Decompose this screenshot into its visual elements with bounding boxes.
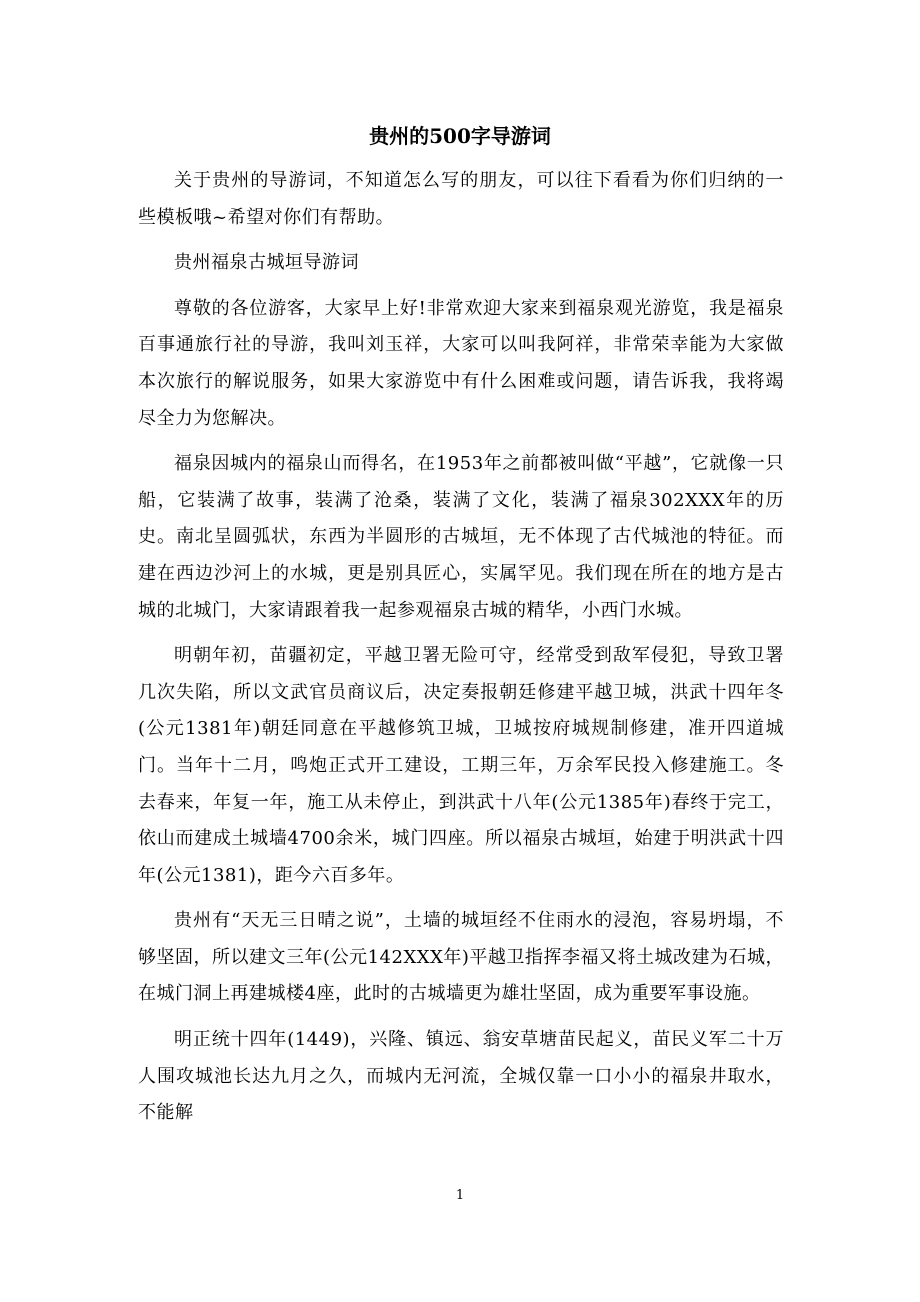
paragraph-uprising: 明正统十四年(1449)，兴隆、镇远、翁安草塘苗民起义，苗民义军二十万人围攻城池长达九月之久，而城内无河流，全城仅靠一口小小的福泉井取水，不能解 — [138, 1029, 784, 1124]
document-title: 贵州的500字导游词 — [369, 124, 551, 148]
page-number: 1 — [455, 1188, 465, 1203]
paragraph-name-origin: 福泉因城内的福泉山而得名，在1953年之前都被叫做“平越”，它就像一只船，它装满了故事，装满了沧桑，装满了文化，装满了福泉302XXX年的历史。南北呈圆弧状，东西为半圆形的古城垣，无不体现了古代城池的特征。而建在西边沙河上的水城，更是别具匠心，实属罕见。我们现在所在的地方是古城的北城门，大家请跟着我一起参观福泉古城的精华，小西门水城。 — [138, 453, 784, 621]
section-heading: 贵州福泉古城垣导游词 — [174, 252, 359, 274]
paragraph-stone-wall: 贵州有“天无三日晴之说”，土墙的城垣经不住雨水的浸泡，容易坍塌，不够坚固，所以建文三年(公元142XXX年)平越卫指挥李福又将土城改建为石城，在城门洞上再建城楼4座，此时的古城墙更为雄壮坚固，成为重要军事设施。 — [138, 910, 784, 1005]
document-body — [138, 163, 784, 1141]
paragraph-intro: 关于贵州的导游词，不知道怎么写的朋友，可以往下看看为你们归纳的一些模板哦~希望对你们有帮助。 — [138, 170, 784, 228]
paragraph-greeting: 尊敬的各位游客，大家早上好!非常欢迎大家来到福泉观光游览，我是福泉百事通旅行社的导游，我叫刘玉祥，大家可以叫我阿祥，非常荣幸能为大家做本次旅行的解说服务，如果大家游览中有什么困难或问题，请告诉我，我将竭尽全力为您解决。 — [138, 297, 784, 429]
paragraph-ming-history: 明朝年初，苗疆初定，平越卫署无险可守，经常受到敌军侵犯，导致卫署几次失陷，所以文武官员商议后，决定奏报朝廷修建平越卫城，洪武十四年冬(公元1381年)朝廷同意在平越修筑卫城，卫城按府城规制修建，准开四道城门。当年十二月，鸣炮正式开工建设，工期三年，万余军民投入修建施工。冬去春来，年复一年，施工从未停止，到洪武十八年(公元1385年)春终于完工，依山而建成土城墙4700余米，城门四座。所以福泉古城垣，始建于明洪武十四年(公元1381)，距今六百多年。 — [138, 645, 784, 886]
